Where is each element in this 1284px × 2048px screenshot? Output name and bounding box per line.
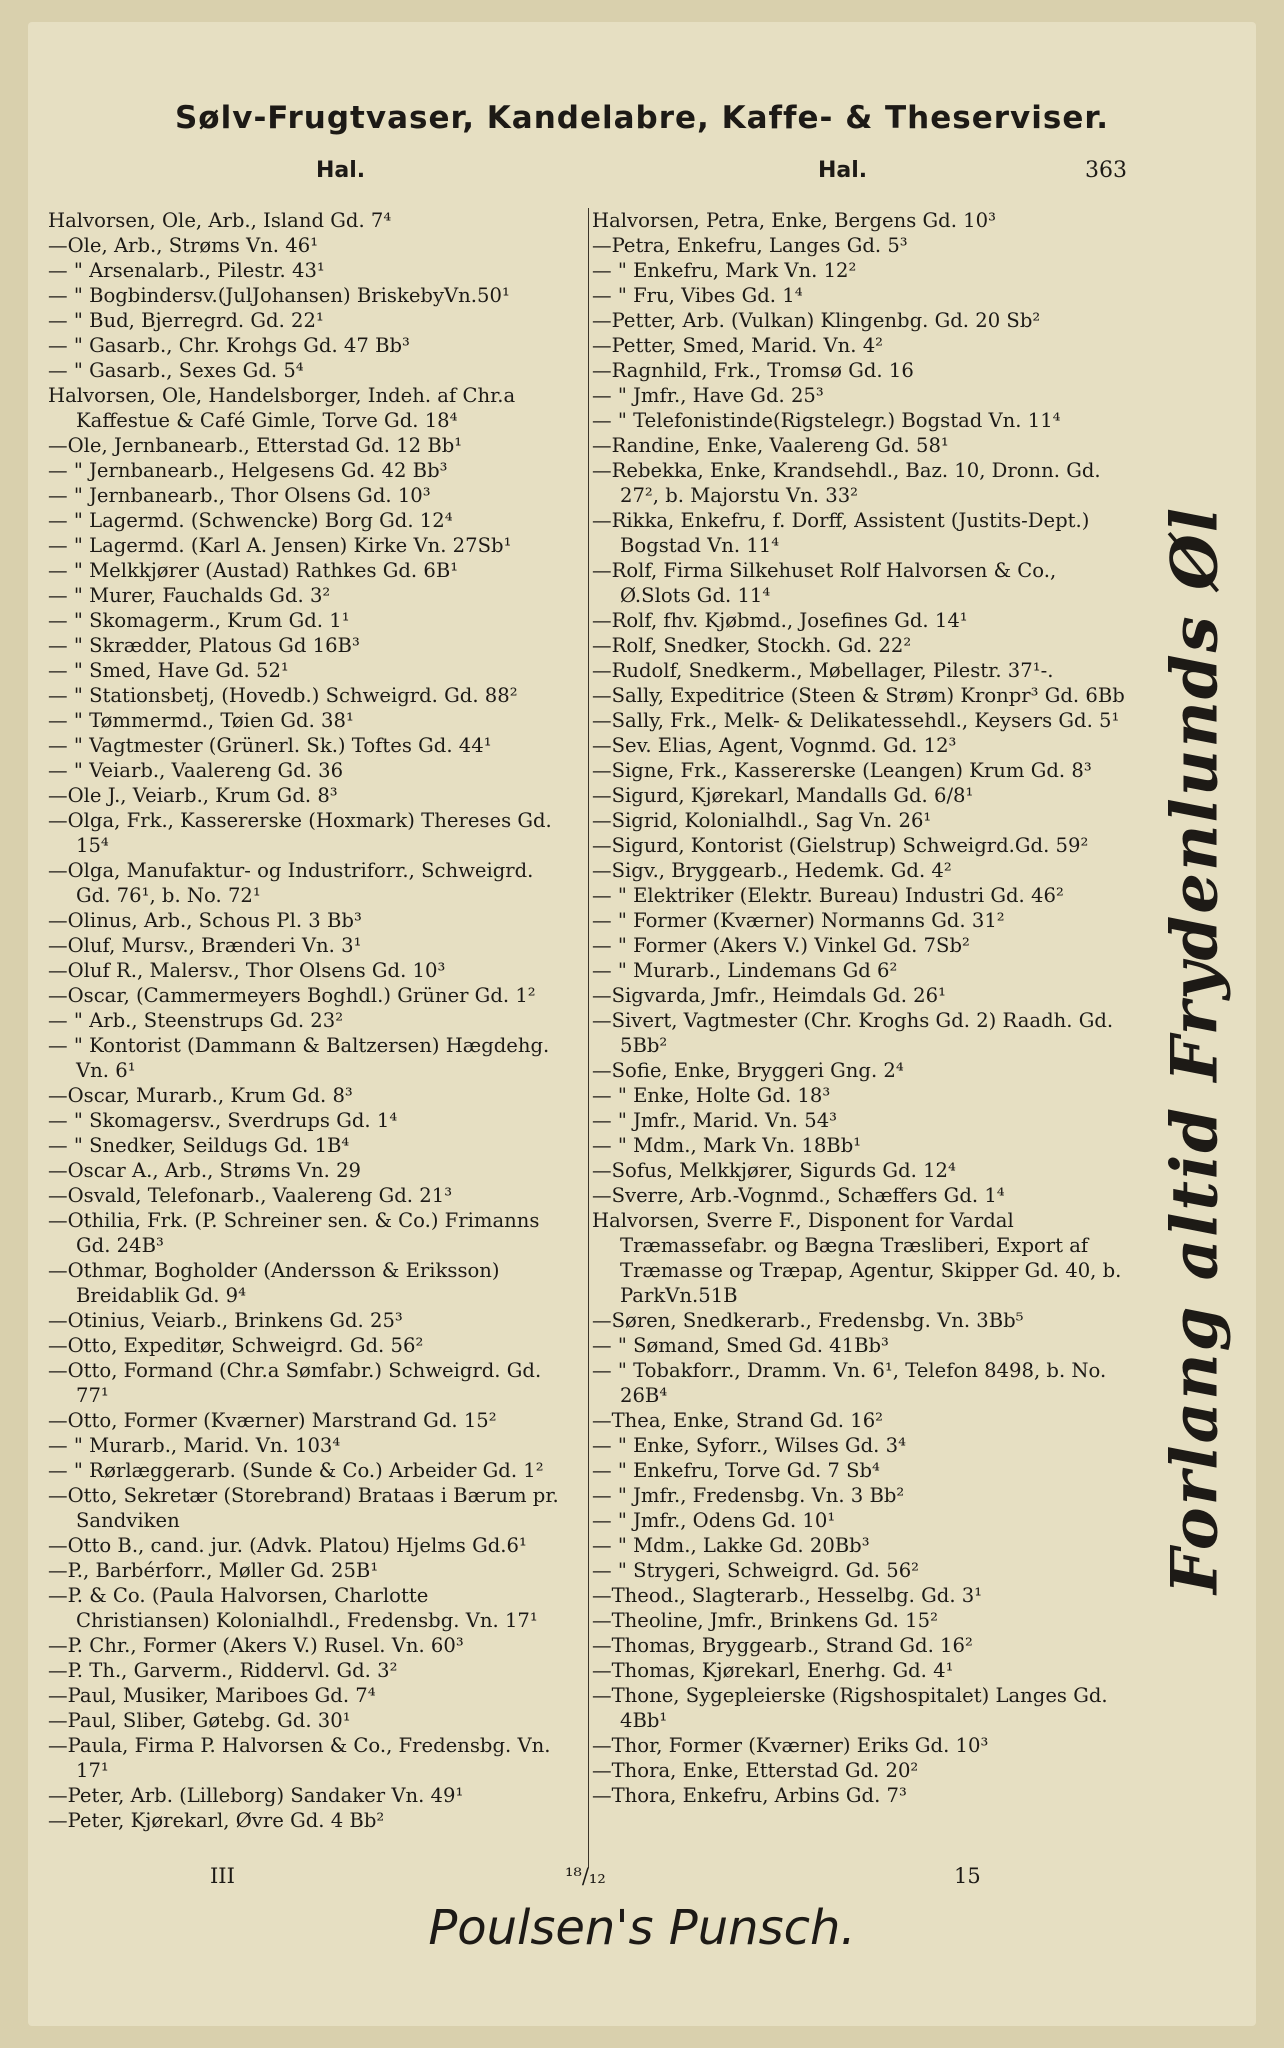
directory-entry: —Paul, Musiker, Mariboes Gd. 7⁴ bbox=[48, 1684, 376, 1707]
directory-entry: —Olga, Frk., Kassererske (Hoxmark) Thereses Gd. 15⁴ bbox=[48, 809, 552, 857]
directory-entry: —Sivert, Vagtmester (Chr. Kroghs Gd. 2) Raadh. Gd. 5Bb² bbox=[592, 1009, 1114, 1057]
directory-entry: — " Mdm., Mark Vn. 18Bb¹ bbox=[592, 1134, 862, 1157]
left-column-header: Hal. bbox=[316, 158, 366, 183]
directory-entry: —Sigrid, Kolonialhdl., Sag Vn. 26¹ bbox=[592, 809, 932, 832]
directory-entry: —Oluf, Mursv., Brænderi Vn. 3¹ bbox=[48, 934, 362, 957]
directory-entry: — " Skomagerm., Krum Gd. 1¹ bbox=[48, 609, 350, 632]
directory-entry: —Olga, Manufaktur- og Industriforr., Schweigrd. Gd. 76¹, b. No. 72¹ bbox=[48, 859, 534, 907]
directory-entry: —Thora, Enkefru, Arbins Gd. 7³ bbox=[592, 1784, 907, 1807]
directory-entry: —Ole, Arb., Strøms Vn. 46¹ bbox=[48, 234, 319, 257]
directory-entry: — " Arb., Steenstrups Gd. 23² bbox=[48, 1009, 344, 1032]
directory-entry: — " Former (Kværner) Normanns Gd. 31² bbox=[592, 909, 1005, 932]
footer-date-mark: ¹⁸/₁₂ bbox=[565, 1864, 606, 1888]
directory-entry: — " Telefonistinde(Rigstelegr.) Bogstad Vn. 11⁴ bbox=[592, 409, 1061, 432]
directory-entry: — " Skomagersv., Sverdrups Gd. 1⁴ bbox=[48, 1109, 398, 1132]
directory-entry: —Theod., Slagterarb., Hesselbg. Gd. 3¹ bbox=[592, 1584, 983, 1607]
right-column-header: Hal. bbox=[818, 158, 868, 183]
directory-entry: — " Smed, Have Gd. 52¹ bbox=[48, 659, 289, 682]
directory-entry: —Thone, Sygepleierske (Rigshospitalet) Langes Gd. 4Bb¹ bbox=[592, 1684, 1108, 1732]
directory-entry: —Sverre, Arb.-Vognmd., Schæffers Gd. 1⁴ bbox=[592, 1184, 1005, 1207]
directory-entry: —P. Th., Garverm., Riddervl. Gd. 3² bbox=[48, 1659, 398, 1682]
directory-entry: — " Gasarb., Sexes Gd. 5⁴ bbox=[48, 359, 304, 382]
directory-entry: —Rikka, Enkefru, f. Dorff, Assistent (Justits-Dept.) Bogstad Vn. 11⁴ bbox=[592, 509, 1090, 557]
directory-entry: —Thea, Enke, Strand Gd. 16² bbox=[592, 1409, 884, 1432]
directory-entry: —Sigurd, Kontorist (Gielstrup) Schweigrd.Gd. 59² bbox=[592, 834, 1089, 857]
directory-entry: —Oscar, Murarb., Krum Gd. 8³ bbox=[48, 1084, 353, 1107]
directory-entry: —Sofus, Melkkjører, Sigurds Gd. 12⁴ bbox=[592, 1159, 956, 1182]
column-divider bbox=[588, 208, 589, 1868]
directory-entry: —Rolf, Firma Silkehuset Rolf Halvorsen & Co., Ø.Slots Gd. 11⁴ bbox=[592, 559, 1057, 607]
directory-entry: — " Skrædder, Platous Gd 16B³ bbox=[48, 634, 360, 657]
directory-entry: — " Sømand, Smed Gd. 41Bb³ bbox=[592, 1334, 889, 1357]
directory-entry: —Theoline, Jmfr., Brinkens Gd. 15² bbox=[592, 1609, 938, 1632]
directory-entry: —Sally, Expeditrice (Steen & Strøm) Kronpr³ Gd. 6Bb bbox=[592, 684, 1125, 707]
directory-entry: —P., Barbérforr., Møller Gd. 25B¹ bbox=[48, 1559, 379, 1582]
directory-entry: — " Lagermd. (Karl A. Jensen) Kirke Vn. 27Sb¹ bbox=[48, 534, 512, 557]
directory-entry: —Rudolf, Snedkerm., Møbellager, Pilestr. 37¹-. bbox=[592, 659, 1054, 682]
directory-entry: — " Veiarb., Vaalereng Gd. 36 bbox=[48, 759, 344, 782]
directory-entry: — " Gasarb., Chr. Krohgs Gd. 47 Bb³ bbox=[48, 334, 410, 357]
directory-entry: — " Jmfr., Marid. Vn. 54³ bbox=[592, 1109, 838, 1132]
directory-entry: — " Murarb., Marid. Vn. 103⁴ bbox=[48, 1434, 341, 1457]
directory-entry: — " Murarb., Lindemans Gd 6² bbox=[592, 959, 898, 982]
directory-entry: —Petra, Enkefru, Langes Gd. 5³ bbox=[592, 234, 908, 257]
directory-entry: — " Mdm., Lakke Gd. 20Bb³ bbox=[592, 1534, 870, 1557]
directory-entry: —Thor, Former (Kværner) Eriks Gd. 10³ bbox=[592, 1734, 989, 1757]
directory-entry: —Ole J., Veiarb., Krum Gd. 8³ bbox=[48, 784, 338, 807]
directory-entry: — " Jernbanearb., Helgesens Gd. 42 Bb³ bbox=[48, 459, 448, 482]
directory-entry: —Petter, Arb. (Vulkan) Klingenbg. Gd. 20 Sb² bbox=[592, 309, 1041, 332]
directory-entry: —Otinius, Veiarb., Brinkens Gd. 25³ bbox=[48, 1309, 403, 1332]
directory-entry: —Oscar A., Arb., Strøms Vn. 29 bbox=[48, 1159, 362, 1182]
page-number: 363 bbox=[1085, 158, 1127, 183]
directory-entry: —Olinus, Arb., Schous Pl. 3 Bb³ bbox=[48, 909, 362, 932]
directory-entry: — " Stationsbetj, (Hovedb.) Schweigrd. Gd. 88² bbox=[48, 684, 518, 707]
directory-entry: — " Murer, Fauchalds Gd. 3² bbox=[48, 584, 331, 607]
directory-entry: — " Tømmermd., Tøien Gd. 38¹ bbox=[48, 709, 354, 732]
directory-entry: — " Kontorist (Dammann & Baltzersen) Hægdehg. Vn. 6¹ bbox=[48, 1034, 550, 1082]
directory-entry: — " Jernbanearb., Thor Olsens Gd. 10³ bbox=[48, 484, 431, 507]
directory-entry: — " Enkefru, Mark Vn. 12² bbox=[592, 259, 857, 282]
directory-entry: — " Jmfr., Odens Gd. 10¹ bbox=[592, 1509, 836, 1532]
directory-entry: —Petter, Smed, Marid. Vn. 4² bbox=[592, 334, 884, 357]
directory-entry: Halvorsen, Ole, Arb., Island Gd. 7⁴ bbox=[48, 209, 392, 232]
right-column-entries bbox=[592, 208, 1130, 1808]
footer-signature-left: III bbox=[210, 1864, 235, 1888]
directory-entry: —Thomas, Kjørekarl, Enerhg. Gd. 4¹ bbox=[592, 1659, 954, 1682]
footer-signature-right: 15 bbox=[954, 1864, 981, 1888]
directory-entry: Halvorsen, Petra, Enke, Bergens Gd. 10³ bbox=[592, 209, 996, 232]
directory-entry: — " Enke, Syforr., Wilses Gd. 3⁴ bbox=[592, 1434, 906, 1457]
directory-entry: —Sev. Elias, Agent, Vognmd. Gd. 12³ bbox=[592, 734, 957, 757]
directory-entry: — " Bogbindersv.(JulJohansen) BriskebyVn.50¹ bbox=[48, 284, 510, 307]
directory-entry: —Ole, Jernbanearb., Etterstad Gd. 12 Bb¹ bbox=[48, 434, 463, 457]
directory-entry: — " Jmfr., Fredensbg. Vn. 3 Bb² bbox=[592, 1484, 905, 1507]
directory-entry: —Peter, Kjørekarl, Øvre Gd. 4 Bb² bbox=[48, 1809, 385, 1832]
directory-entry: —Rolf, fhv. Kjøbmd., Josefines Gd. 14¹ bbox=[592, 609, 968, 632]
directory-entry: —Thora, Enke, Etterstad Gd. 20² bbox=[592, 1759, 919, 1782]
directory-entry: —Othmar, Bogholder (Andersson & Eriksson) Breidablik Gd. 9⁴ bbox=[48, 1259, 500, 1307]
directory-entry: —Otto, Sekretær (Storebrand) Brataas i Bærum pr. Sandviken bbox=[48, 1484, 559, 1532]
directory-entry: —Otto B., cand. jur. (Advk. Platou) Hjelms Gd.6¹ bbox=[48, 1534, 527, 1557]
directory-entry: —Signe, Frk., Kassererske (Leangen) Krum Gd. 8³ bbox=[592, 759, 1092, 782]
directory-entry: —Osvald, Telefonarb., Vaalereng Gd. 21³ bbox=[48, 1184, 453, 1207]
directory-entry: —Otto, Formand (Chr.a Sømfabr.) Schweigrd. Gd. 77¹ bbox=[48, 1359, 542, 1407]
side-advertisement-text: Forlang altid Frydenlunds Øl bbox=[1157, 505, 1233, 1595]
directory-entry: —P. Chr., Former (Akers V.) Rusel. Vn. 60³ bbox=[48, 1634, 464, 1657]
directory-entry: —Sigvarda, Jmfr., Heimdals Gd. 26¹ bbox=[592, 984, 946, 1007]
directory-entry: —P. & Co. (Paula Halvorsen, Charlotte Christiansen) Kolonialhdl., Fredensbg. Vn. 17¹ bbox=[48, 1584, 538, 1632]
directory-entry: — " Elektriker (Elektr. Bureau) Industri Gd. 46² bbox=[592, 884, 1064, 907]
directory-entry: —Paul, Sliber, Gøtebg. Gd. 30¹ bbox=[48, 1709, 351, 1732]
directory-entry: —Otto, Former (Kværner) Marstrand Gd. 15² bbox=[48, 1409, 497, 1432]
top-advertisement-banner: Sølv-Frugtvaser, Kandelabre, Kaffe- & Theserviser. bbox=[174, 100, 1109, 136]
directory-entry: — " Enke, Holte Gd. 18³ bbox=[592, 1084, 831, 1107]
directory-entry: —Rolf, Snedker, Stockh. Gd. 22² bbox=[592, 634, 912, 657]
directory-entry: — " Strygeri, Schweigrd. Gd. 56² bbox=[592, 1559, 920, 1582]
directory-entry: — " Lagermd. (Schwencke) Borg Gd. 12⁴ bbox=[48, 509, 453, 532]
directory-entry: — " Jmfr., Have Gd. 25³ bbox=[592, 384, 824, 407]
directory-entry: —Otto, Expeditør, Schweigrd. Gd. 56² bbox=[48, 1334, 424, 1357]
directory-entry: — " Rørlæggerarb. (Sunde & Co.) Arbeider Gd. 1² bbox=[48, 1459, 544, 1482]
directory-entry: —Sigv., Bryggearb., Hedemk. Gd. 4² bbox=[592, 859, 952, 882]
directory-entry: —Paula, Firma P. Halvorsen & Co., Fredensbg. Vn. 17¹ bbox=[48, 1734, 551, 1782]
directory-entry: —Randine, Enke, Vaalereng Gd. 58¹ bbox=[592, 434, 949, 457]
directory-entry: —Oscar, (Cammermeyers Boghdl.) Grüner Gd. 1² bbox=[48, 984, 536, 1007]
directory-entry: —Sally, Frk., Melk- & Delikatessehdl., Keysers Gd. 5¹ bbox=[592, 709, 1120, 732]
directory-entry: —Sigurd, Kjørekarl, Mandalls Gd. 6/8¹ bbox=[592, 784, 974, 807]
directory-entry: —Rebekka, Enke, Krandsehdl., Baz. 10, Dronn. Gd. 27², b. Majorstu Vn. 33² bbox=[592, 459, 1101, 507]
directory-entry: —Peter, Arb. (Lilleborg) Sandaker Vn. 49¹ bbox=[48, 1784, 464, 1807]
directory-entry: — " Arsenalarb., Pilestr. 43¹ bbox=[48, 259, 325, 282]
directory-entry: — " Vagtmester (Grünerl. Sk.) Toftes Gd. 44¹ bbox=[48, 734, 492, 757]
directory-entry: — " Tobakforr., Dramm. Vn. 6¹, Telefon 8498, b. No. 26B⁴ bbox=[592, 1359, 1107, 1407]
directory-entry: — " Snedker, Seildugs Gd. 1B⁴ bbox=[48, 1134, 350, 1157]
directory-entry: —Ragnhild, Frk., Tromsø Gd. 16 bbox=[592, 359, 914, 382]
directory-entry: —Thomas, Bryggearb., Strand Gd. 16² bbox=[592, 1634, 973, 1657]
left-column-entries bbox=[48, 208, 564, 1833]
directory-entry: —Sofie, Enke, Bryggeri Gng. 2⁴ bbox=[592, 1059, 904, 1082]
directory-entry: — " Fru, Vibes Gd. 1⁴ bbox=[592, 284, 803, 307]
directory-entry: Halvorsen, Ole, Handelsborger, Indeh. af Chr.a Kaffestue & Café Gimle, Torve Gd. 18⁴ bbox=[48, 384, 516, 432]
directory-entry: —Oluf R., Malersv., Thor Olsens Gd. 10³ bbox=[48, 959, 446, 982]
directory-entry: — " Melkkjører (Austad) Rathkes Gd. 6B¹ bbox=[48, 559, 459, 582]
directory-entry: —Othilia, Frk. (P. Schreiner sen. & Co.) Frimanns Gd. 24B³ bbox=[48, 1209, 540, 1257]
directory-entry: — " Enkefru, Torve Gd. 7 Sb⁴ bbox=[592, 1459, 880, 1482]
directory-entry: — " Former (Akers V.) Vinkel Gd. 7Sb² bbox=[592, 934, 970, 957]
directory-entry: Halvorsen, Sverre F., Disponent for Vardal Træmassefabr. og Bægna Træsliberi, Export af Træmasse og Træpap, Agentur, Skipper Gd. 40, b. ParkVn.51B bbox=[592, 1209, 1122, 1307]
bottom-advertisement-banner: Poulsen's Punsch. bbox=[428, 1900, 856, 1956]
directory-entry: — " Bud, Bjerregrd. Gd. 22¹ bbox=[48, 309, 324, 332]
directory-entry: —Søren, Snedkerarb., Fredensbg. Vn. 3Bb⁵ bbox=[592, 1309, 1024, 1332]
